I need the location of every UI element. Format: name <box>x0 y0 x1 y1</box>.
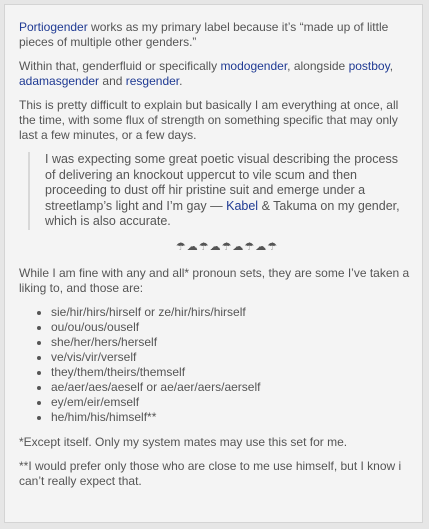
period-text: . <box>179 74 183 88</box>
pronoun-list <box>19 305 415 425</box>
pronoun-item: • ou/ou/ous/ouself <box>51 320 415 335</box>
alongside-text: , alongside <box>287 59 349 73</box>
footnote-himself: **I would prefer only those who are close to me use himself, but I know i can’t really expect that. <box>19 458 402 488</box>
pronoun-item: • ey/em/eir/emself <box>51 395 415 410</box>
post-content <box>19 20 415 489</box>
portiogender-link[interactable]: Portiogender <box>19 20 88 34</box>
quote-text-end: & Takuma on my gender, which is also accurate. <box>45 198 400 228</box>
adamasgender-link[interactable]: adamasgender <box>19 74 100 88</box>
quote-block <box>28 152 400 230</box>
pronoun-item: • ae/aer/aes/aeself or ae/aer/aers/aerself <box>51 380 415 395</box>
and-text: and <box>99 74 126 88</box>
resgender-link[interactable]: resgender <box>125 74 180 88</box>
pronoun-item: • he/him/his/himself** <box>51 410 415 425</box>
modogender-link[interactable]: modogender <box>220 59 288 73</box>
genderfluid-text: Within that, genderfluid or specifically <box>19 59 221 73</box>
pronoun-intro: While I am fine with any and all* pronoun sets, they are some I’ve taken a liking to, and those are: <box>19 265 410 295</box>
comma-text: , <box>389 59 394 73</box>
explanation-paragraph: This is pretty difficult to explain but basically I am everything at once, all the time, with some flux of strength on something specific that may only last a few minutes, or a few days. <box>19 98 399 142</box>
primary-label-text: works as my primary label because it’s “made up of little pieces of multiple other genders.” <box>19 20 389 49</box>
genderfluid-paragraph <box>19 59 415 89</box>
weather-divider: ☂☁☂☁☂☁☂☁☂ <box>175 240 279 253</box>
primary-label-paragraph <box>19 20 415 50</box>
quote-text: I was expecting some great poetic visual describing the process of delivering an knockout uppercut to vile scum and then proceeding to dust off hir pristine suit and emerge under a streetlamp’s light and I’m gay — <box>45 152 398 213</box>
pronoun-item: • they/them/theirs/themself <box>51 365 415 380</box>
postboy-link[interactable]: postboy <box>348 59 390 73</box>
pronoun-item: • ve/vis/vir/verself <box>51 350 415 365</box>
footnote-itself: *Except itself. Only my system mates may use this set for me. <box>19 434 348 449</box>
pronoun-item: • she/her/hers/herself <box>51 335 415 350</box>
pronoun-item: • sie/hir/hirs/hirself or ze/hir/hirs/hirself <box>51 305 415 320</box>
post-panel <box>4 4 423 523</box>
kabel-link[interactable]: Kabel <box>226 198 259 213</box>
